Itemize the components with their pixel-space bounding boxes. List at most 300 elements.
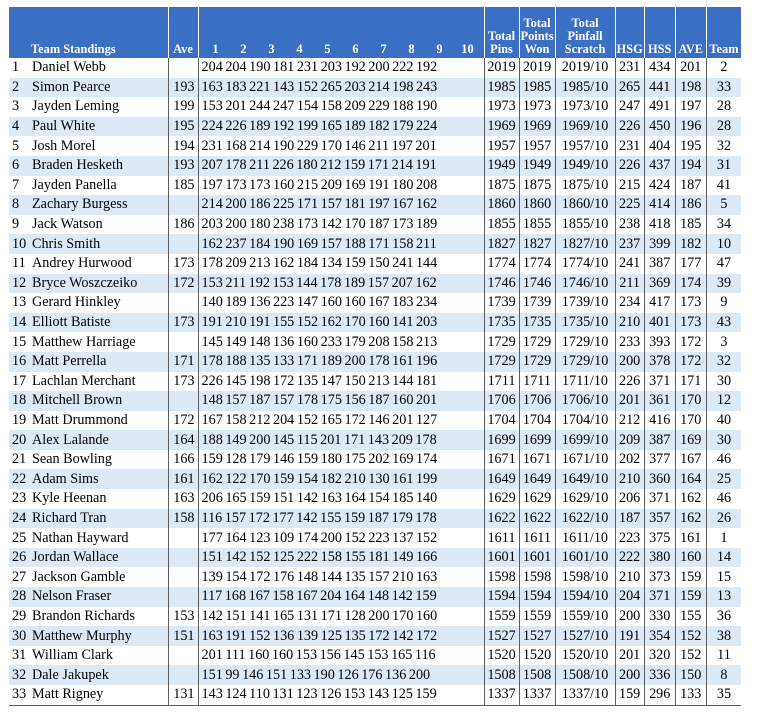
total-pins-cell: 1711 [484, 372, 519, 392]
total-pins-cell: 1985 [484, 78, 519, 98]
player-name: Lachlan Merchant [32, 372, 136, 389]
total-pins-cell: 1957 [484, 136, 519, 156]
header-game-3: 3 [268, 42, 275, 56]
team-cell: 1 [706, 528, 741, 548]
player-name: Matt Rigney [32, 685, 168, 705]
hss-cell: 417 [644, 293, 675, 313]
hsg-cell: 210 [615, 313, 644, 333]
table-row [9, 215, 741, 235]
rank-cell: 28 [9, 587, 32, 607]
hss-cell: 296 [644, 685, 675, 705]
total-pins-cell: 1622 [484, 509, 519, 529]
ave-final-cell: 187 [675, 176, 706, 196]
hss-cell: 380 [644, 548, 675, 568]
rank-cell: 19 [12, 411, 27, 428]
total-pins-cell: 1527 [484, 626, 519, 646]
total-pinfall-cell: 1729/10 [555, 332, 615, 352]
header-hss: HSS [644, 7, 675, 58]
table-row [9, 313, 741, 333]
team-cell: 3 [706, 332, 741, 352]
hss-cell: 387 [644, 430, 675, 450]
hss-cell: 416 [644, 411, 675, 431]
game-scores: 148 157 187 157 178 175 156 187 160 201 [198, 391, 484, 411]
table-row [9, 685, 741, 705]
total-points-cell: 1704 [519, 411, 555, 431]
table-row [9, 176, 741, 196]
table-row [9, 567, 741, 587]
team-cell: 31 [706, 156, 741, 176]
team-cell: 30 [706, 430, 741, 450]
game-scores: 163 191 152 136 139 125 135 172 142 172 [198, 626, 484, 646]
total-pins-cell: 1739 [484, 293, 519, 313]
team-cell: 28 [706, 117, 741, 137]
standings-body [9, 58, 741, 705]
rank-cell: 18 [9, 391, 32, 411]
ave-final-cell: 196 [675, 117, 706, 137]
team-cell: 32 [706, 136, 741, 156]
average-cell [168, 665, 198, 685]
player-name: Nathan Hayward [32, 529, 129, 546]
ave-final-cell: 159 [675, 567, 706, 587]
total-pins-cell: 1508 [484, 665, 519, 685]
hss-cell: 375 [644, 528, 675, 548]
rank-cell: 5 [12, 137, 20, 154]
rank-cell: 3 [12, 98, 20, 115]
game-scores: 178 209 213 162 184 134 159 150 241 144 [198, 254, 484, 274]
total-points-cell: 1735 [519, 313, 555, 333]
hsg-cell: 226 [615, 156, 644, 176]
game-scores: 167 158 212 204 152 165 172 146 201 127 [198, 411, 484, 431]
table-row [9, 254, 741, 274]
rank-cell: 21 [12, 451, 27, 468]
total-pins-cell: 1949 [484, 156, 519, 176]
total-points-cell: 1611 [519, 528, 555, 548]
team-cell: 10 [706, 234, 741, 254]
team-cell: 46 [706, 489, 741, 509]
rank-cell: 22 [9, 469, 32, 489]
game-scores: 159 128 179 146 159 180 175 202 169 174 [198, 450, 484, 470]
total-pinfall-cell: 1711/10 [555, 372, 615, 392]
rank-cell: 12 [9, 274, 32, 294]
ave-final-cell: 195 [675, 136, 706, 156]
ave-final-cell: 161 [675, 528, 706, 548]
player-name: Gerard Hinkley [32, 294, 121, 311]
ave-final-cell: 173 [675, 313, 706, 333]
team-cell: 15 [706, 567, 741, 587]
total-points-cell: 1739 [519, 293, 555, 313]
total-pinfall-cell: 1735/10 [555, 313, 615, 333]
average-cell [168, 293, 198, 313]
table-row [9, 607, 741, 627]
ave-final-cell: 133 [675, 685, 706, 705]
hss-cell: 369 [644, 274, 675, 294]
team-cell: 28 [706, 97, 741, 117]
game-scores: 116 157 172 177 142 155 159 187 179 178 [198, 509, 484, 529]
ave-final-cell: 194 [675, 156, 706, 176]
rank-cell: 17 [12, 372, 27, 389]
game-scores: 206 165 159 151 142 163 164 154 185 140 [198, 489, 484, 509]
player-name: Jordan Wallace [32, 548, 168, 568]
total-pins-cell: 1969 [484, 117, 519, 137]
game-scores: 139 154 172 176 148 144 135 157 210 163 [198, 567, 484, 587]
game-scores: 145 149 148 136 160 233 179 208 158 213 [198, 332, 484, 352]
total-points-cell: 1508 [519, 665, 555, 685]
average-cell [168, 332, 198, 352]
game-scores: 201 111 160 160 153 156 145 153 165 116 [198, 646, 484, 666]
hsg-cell: 210 [615, 567, 644, 587]
hsg-cell: 209 [615, 430, 644, 450]
ave-final-cell: 162 [675, 509, 706, 529]
header-team-standings: Team Standings [9, 7, 168, 58]
total-points-cell: 1875 [519, 176, 555, 196]
total-pinfall-cell: 1598/10 [555, 567, 615, 587]
total-points-cell: 1949 [519, 156, 555, 176]
hss-cell: 377 [644, 450, 675, 470]
rank-cell: 30 [9, 626, 32, 646]
table-row [9, 78, 741, 98]
team-cell: 30 [706, 372, 741, 392]
rank-cell: 4 [9, 117, 32, 137]
total-pinfall-cell: 1622/10 [555, 509, 615, 529]
ave-final-cell: 171 [675, 372, 706, 392]
total-pinfall-cell: 1337/10 [555, 685, 615, 705]
player-name: Andrey Hurwood [32, 255, 132, 272]
rank-cell: 33 [9, 685, 32, 705]
total-pinfall-cell: 1949/10 [555, 156, 615, 176]
table-row [9, 156, 741, 176]
rank-cell: 26 [9, 548, 32, 568]
hss-cell: 378 [644, 352, 675, 372]
average-cell: 172 [168, 274, 198, 294]
hss-cell: 437 [644, 156, 675, 176]
team-cell: 35 [706, 685, 741, 705]
total-points-cell: 1629 [519, 489, 555, 509]
table-row [9, 58, 741, 78]
hss-cell: 418 [644, 215, 675, 235]
total-points-cell: 1746 [519, 274, 555, 294]
table-row [9, 352, 741, 372]
header-game-5: 5 [324, 42, 331, 56]
average-cell: 171 [168, 352, 198, 372]
team-cell: 9 [706, 293, 741, 313]
average-cell: 153 [168, 607, 198, 627]
table-row [9, 117, 741, 137]
table-row [9, 548, 741, 568]
total-pinfall-cell: 1706/10 [555, 391, 615, 411]
player-name: Dale Jakupek [32, 665, 168, 685]
total-points-cell: 1855 [519, 215, 555, 235]
total-pins-cell: 1649 [484, 469, 519, 489]
total-pinfall-cell: 2019/10 [555, 58, 615, 78]
total-pinfall-cell: 1827/10 [555, 234, 615, 254]
total-pinfall-cell: 1774/10 [555, 254, 615, 274]
table-row [9, 391, 741, 411]
hsg-cell: 225 [615, 195, 644, 215]
rank-cell: 16 [9, 352, 32, 372]
game-scores: 162 122 170 159 154 182 210 130 161 199 [198, 469, 484, 489]
header-team: Team [706, 7, 741, 58]
game-scores: 224 226 189 192 199 165 189 182 179 224 [198, 117, 484, 137]
game-scores: 231 168 214 190 229 170 146 211 197 201 [198, 136, 484, 156]
ave-final-cell: 182 [675, 234, 706, 254]
total-points-cell: 1527 [519, 626, 555, 646]
standings-table [9, 7, 741, 706]
game-scores: 177 164 123 109 174 200 152 223 137 152 [198, 528, 484, 548]
table-row [9, 646, 741, 666]
hsg-cell: 201 [615, 391, 644, 411]
ave-final-cell: 174 [675, 274, 706, 294]
hss-cell: 373 [644, 567, 675, 587]
ave-final-cell: 169 [675, 430, 706, 450]
total-pins-cell: 1520 [484, 646, 519, 666]
hsg-cell: 265 [615, 78, 644, 98]
table-row [9, 97, 741, 117]
hsg-cell: 215 [615, 176, 644, 196]
team-cell: 46 [706, 450, 741, 470]
table-row [9, 489, 741, 509]
hss-cell: 441 [644, 78, 675, 98]
header-total-pins: Total Pins [484, 7, 519, 58]
total-pinfall-cell: 1508/10 [555, 665, 615, 685]
hss-cell: 404 [644, 136, 675, 156]
player-name: Josh Morel [32, 137, 96, 154]
total-pins-cell: 1875 [484, 176, 519, 196]
total-pinfall-cell: 1973/10 [555, 97, 615, 117]
table-row [9, 450, 741, 470]
hss-cell: 371 [644, 372, 675, 392]
ave-final-cell: 155 [675, 607, 706, 627]
game-scores: 203 200 180 238 173 142 170 187 173 189 [198, 215, 484, 235]
total-points-cell: 1706 [519, 391, 555, 411]
rank-cell: 15 [12, 333, 27, 350]
player-name: Bryce Woszczeiko [32, 274, 168, 294]
average-cell [168, 587, 198, 607]
header-game-7: 7 [380, 42, 387, 56]
player-name: Elliott Batiste [32, 313, 168, 333]
team-cell: 33 [706, 78, 741, 98]
total-pins-cell: 1729 [484, 332, 519, 352]
player-name: Kyle Heenan [32, 490, 107, 507]
hss-cell: 491 [644, 97, 675, 117]
total-pinfall-cell: 1875/10 [555, 176, 615, 196]
average-cell: 163 [168, 489, 198, 509]
average-cell: 199 [168, 97, 198, 117]
hss-cell: 434 [644, 58, 675, 78]
hsg-cell: 202 [615, 450, 644, 470]
team-cell: 43 [706, 313, 741, 333]
total-pins-cell: 2019 [484, 58, 519, 78]
player-name: Sean Bowling [32, 451, 112, 468]
hsg-cell: 247 [615, 97, 644, 117]
hss-cell: 414 [644, 195, 675, 215]
rank-cell: 7 [12, 176, 20, 193]
rank-cell: 1 [12, 59, 20, 76]
ave-final-cell: 172 [675, 332, 706, 352]
team-cell: 12 [706, 391, 741, 411]
average-cell [168, 548, 198, 568]
table-row [9, 626, 741, 646]
hsg-cell: 238 [615, 215, 644, 235]
rank-cell: 8 [9, 195, 32, 215]
hsg-cell: 231 [615, 136, 644, 156]
total-pins-cell: 1855 [484, 215, 519, 235]
average-cell [168, 567, 198, 587]
total-points-cell: 1559 [519, 607, 555, 627]
rank-cell: 24 [9, 509, 32, 529]
rank-cell: 25 [12, 529, 27, 546]
total-points-cell: 1598 [519, 567, 555, 587]
hsg-cell: 204 [615, 587, 644, 607]
ave-final-cell: 186 [675, 195, 706, 215]
hss-cell: 424 [644, 176, 675, 196]
total-pinfall-cell: 1527/10 [555, 626, 615, 646]
total-points-cell: 1860 [519, 195, 555, 215]
average-cell: 193 [168, 78, 198, 98]
hsg-cell: 231 [615, 58, 644, 78]
total-pins-cell: 1860 [484, 195, 519, 215]
total-pinfall-cell: 1860/10 [555, 195, 615, 215]
total-points-cell: 1337 [519, 685, 555, 705]
total-pinfall-cell: 1601/10 [555, 548, 615, 568]
total-pinfall-cell: 1985/10 [555, 78, 615, 98]
hsg-cell: 206 [615, 489, 644, 509]
total-points-cell: 1729 [519, 352, 555, 372]
average-cell: 173 [168, 372, 198, 392]
average-cell: 161 [168, 469, 198, 489]
table-row [9, 469, 741, 489]
team-cell: 8 [706, 665, 741, 685]
hsg-cell: 211 [615, 274, 644, 294]
total-pins-cell: 1973 [484, 97, 519, 117]
total-pins-cell: 1704 [484, 411, 519, 431]
total-pins-cell: 1729 [484, 352, 519, 372]
ave-final-cell: 170 [675, 391, 706, 411]
total-pins-cell: 1559 [484, 607, 519, 627]
player-name: Jayden Leming [32, 98, 120, 115]
total-pinfall-cell: 1611/10 [555, 528, 615, 548]
table-row [9, 195, 741, 215]
ave-final-cell: 150 [675, 665, 706, 685]
game-scores: 151 99 146 151 133 190 126 176 136 200 [198, 665, 484, 685]
total-points-cell: 1957 [519, 136, 555, 156]
team-cell: 5 [706, 195, 741, 215]
ave-final-cell: 185 [675, 215, 706, 235]
player-name: Matt Perrella [32, 352, 168, 372]
header-ave-final: AVE [675, 7, 706, 58]
table-row [9, 587, 741, 607]
rank-cell: 10 [9, 234, 32, 254]
player-name: Jackson Gamble [32, 568, 126, 585]
hsg-cell: 226 [615, 372, 644, 392]
hss-cell: 336 [644, 665, 675, 685]
hss-cell: 360 [644, 469, 675, 489]
ave-final-cell: 201 [675, 58, 706, 78]
hsg-cell: 200 [615, 665, 644, 685]
player-name: Jayden Panella [32, 176, 117, 193]
average-cell: 158 [168, 509, 198, 529]
hss-cell: 393 [644, 332, 675, 352]
player-name: Mitchell Brown [32, 391, 168, 411]
game-scores: 117 168 167 158 167 204 164 148 142 159 [198, 587, 484, 607]
hsg-cell: 234 [615, 293, 644, 313]
ave-final-cell: 198 [675, 78, 706, 98]
total-points-cell: 1649 [519, 469, 555, 489]
rank-cell: 6 [9, 156, 32, 176]
ave-final-cell: 162 [675, 489, 706, 509]
hsg-cell: 212 [615, 411, 644, 431]
total-pins-cell: 1671 [484, 450, 519, 470]
total-points-cell: 1774 [519, 254, 555, 274]
total-points-cell: 1601 [519, 548, 555, 568]
average-cell: 173 [168, 313, 198, 333]
average-cell [168, 646, 198, 666]
table-row [9, 430, 741, 450]
total-pins-cell: 1337 [484, 685, 519, 705]
hss-cell: 361 [644, 391, 675, 411]
hsg-cell: 200 [615, 607, 644, 627]
rank-cell: 11 [12, 255, 26, 272]
team-cell: 41 [706, 176, 741, 196]
game-scores: 143 124 110 131 123 126 153 143 125 159 [198, 685, 484, 705]
team-cell: 36 [706, 607, 741, 627]
ave-final-cell: 177 [675, 254, 706, 274]
team-cell: 13 [706, 587, 741, 607]
table-row [9, 528, 741, 548]
total-points-cell: 1729 [519, 332, 555, 352]
game-scores: 142 151 141 165 131 171 128 200 170 160 [198, 607, 484, 627]
game-scores: 214 200 186 225 171 157 181 197 167 162 [198, 195, 484, 215]
team-cell: 14 [706, 548, 741, 568]
total-points-cell: 1699 [519, 430, 555, 450]
total-pins-cell: 1699 [484, 430, 519, 450]
total-points-cell: 1622 [519, 509, 555, 529]
total-pinfall-cell: 1704/10 [555, 411, 615, 431]
header-game-6: 6 [352, 42, 359, 56]
hss-cell: 450 [644, 117, 675, 137]
team-cell: 26 [706, 509, 741, 529]
game-scores: 153 211 192 153 144 178 189 157 207 162 [198, 274, 484, 294]
game-scores: 153 201 244 247 154 158 209 229 188 190 [198, 97, 484, 117]
header-row [9, 7, 741, 58]
header-game-1: 1 [212, 42, 219, 56]
table-row [9, 411, 741, 431]
average-cell [168, 195, 198, 215]
total-pinfall-cell: 1594/10 [555, 587, 615, 607]
total-points-cell: 1973 [519, 97, 555, 117]
total-pinfall-cell: 1729/10 [555, 352, 615, 372]
ave-final-cell: 173 [675, 293, 706, 313]
player-name: Paul White [32, 117, 168, 137]
player-name: William Clark [32, 647, 113, 664]
game-scores: 178 188 135 133 171 189 200 178 161 196 [198, 352, 484, 372]
header-games [198, 7, 484, 58]
game-scores: 226 145 198 172 135 147 150 213 144 181 [198, 372, 484, 392]
header-game-4: 4 [296, 42, 303, 56]
ave-final-cell: 197 [675, 97, 706, 117]
total-pins-cell: 1611 [484, 528, 519, 548]
average-cell: 195 [168, 117, 198, 137]
total-points-cell: 1671 [519, 450, 555, 470]
header-game-9: 9 [436, 42, 443, 56]
player-name: Matthew Murphy [32, 626, 168, 646]
total-points-cell: 1827 [519, 234, 555, 254]
player-name: Brandon Richards [32, 607, 135, 624]
rank-cell: 2 [9, 78, 32, 98]
table-row [9, 136, 741, 156]
player-name: Jack Watson [32, 216, 103, 233]
team-cell: 39 [706, 274, 741, 294]
ave-final-cell: 152 [675, 626, 706, 646]
